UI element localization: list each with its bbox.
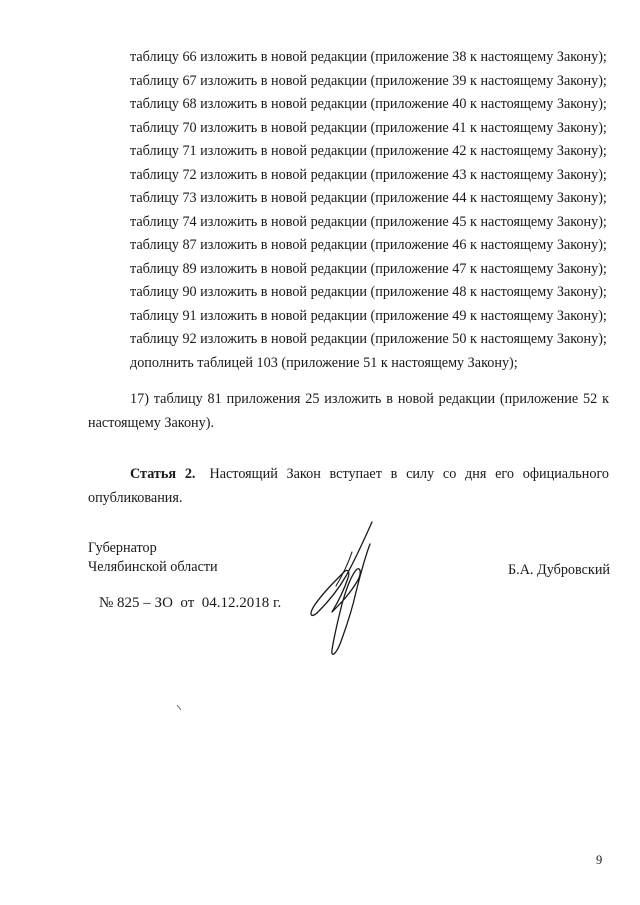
amendment-item: таблицу 89 изложить в новой редакции (приложение 47 к настоящему Закону); (130, 260, 607, 277)
amendment-item: таблицу 92 изложить в новой редакции (приложение 50 к настоящему Закону); (130, 331, 607, 347)
amendment-item: таблицу 91 изложить в новой редакции (приложение 49 к настоящему Закону); (130, 307, 607, 324)
page-number: 9 (596, 853, 603, 867)
article-2 (88, 463, 609, 510)
stray-mark (176, 704, 184, 712)
article-label: Статья 2. (130, 466, 196, 482)
signatory-name: Б.А. Дубровский (508, 562, 611, 578)
amendment-item: таблицу 73 изложить в новой редакции (приложение 44 к настоящему Закону); (130, 190, 607, 206)
amendment-item: таблицу 71 изложить в новой редакции (приложение 42 к настоящему Закону); (130, 143, 607, 159)
amendment-item: таблицу 68 изложить в новой редакции (приложение 40 к настоящему Закону); (130, 96, 607, 112)
law-number: № 825 – ЗО от 04.12.2018 г. (99, 595, 282, 611)
amendment-item: таблицу 70 изложить в новой редакции (приложение 41 к настоящему Закону); (130, 119, 607, 136)
signatory-title: Губернатор (88, 540, 157, 556)
handwritten-signature (300, 520, 390, 660)
amendment-list (130, 46, 610, 375)
amendment-item: таблицу 90 изложить в новой редакции (приложение 48 к настоящему Закону); (130, 284, 607, 300)
signatory-region: Челябинской области (88, 559, 218, 575)
amendment-item: таблицу 72 изложить в новой редакции (приложение 43 к настоящему Закону); (130, 166, 607, 183)
amendment-item: дополнить таблицей 103 (приложение 51 к настоящему Закону); (130, 354, 518, 371)
amendment-item: таблицу 87 изложить в новой редакции (приложение 46 к настоящему Закону); (130, 237, 607, 253)
article-text: Настоящий Закон вступает в силу со дня его официального опубликования. (88, 466, 610, 506)
amendment-item: таблицу 67 изложить в новой редакции (приложение 39 к настоящему Закону); (130, 72, 607, 89)
amendment-item: таблицу 74 изложить в новой редакции (приложение 45 к настоящему Закону); (130, 213, 607, 230)
paragraph-17: 17) таблицу 81 приложения 25 изложить в новой редакции (приложение 52 к настоящему Закону). (88, 391, 609, 431)
amendment-item: таблицу 66 изложить в новой редакции (приложение 38 к настоящему Закону); (130, 49, 607, 65)
